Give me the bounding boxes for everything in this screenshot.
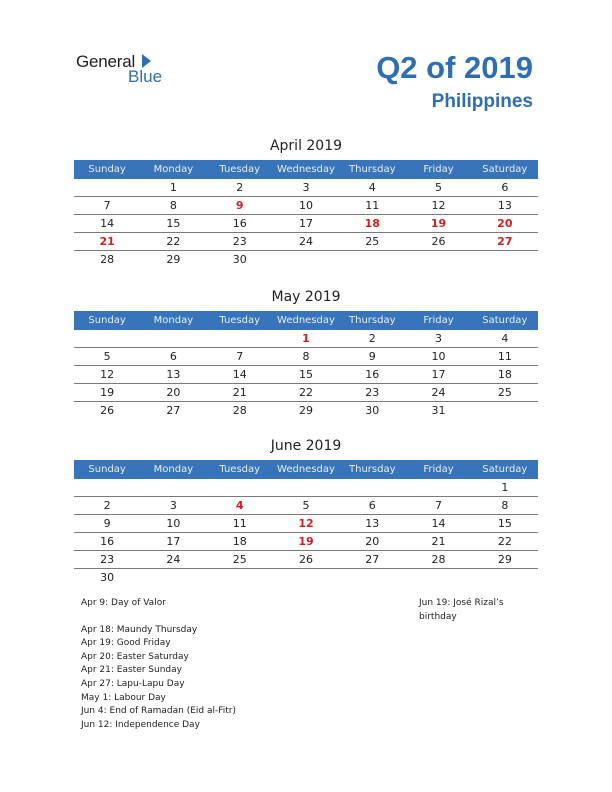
weekday-label: Wednesday [277, 464, 335, 475]
day-cell: 19 [100, 386, 115, 399]
day-cell: 22 [298, 386, 313, 399]
day-cell: 6 [501, 181, 509, 194]
day-cell: 26 [100, 404, 115, 417]
day-cell: 6 [368, 499, 376, 512]
day-cell [207, 479, 273, 496]
day-cell: 11 [497, 350, 512, 363]
week-row [74, 551, 538, 569]
day-cell: 11 [365, 199, 380, 212]
holiday-notes-right [419, 597, 539, 624]
day-cell: 4 [501, 332, 509, 345]
day-cell: 1 [169, 181, 177, 194]
weekday-label: Wednesday [277, 315, 335, 326]
day-cell: 12 [100, 368, 115, 381]
weekday-header [74, 460, 538, 479]
day-cell [339, 479, 405, 496]
month-title: May 2019 [271, 289, 341, 305]
day-cell: 13 [166, 368, 181, 381]
day-cell: 25 [232, 553, 247, 566]
day-cell [207, 569, 273, 586]
day-cell: 7 [236, 350, 244, 363]
week-row [74, 197, 538, 215]
day-cell: 1 [302, 332, 310, 345]
day-cell: 4 [235, 499, 244, 512]
day-cell: 23 [232, 235, 247, 248]
day-cell: 17 [431, 368, 446, 381]
holiday-note: Apr 27: Lapu-Lapu Day [81, 678, 185, 689]
week-row [74, 233, 538, 251]
day-cell [405, 569, 471, 586]
holiday-note: Jun 19: José Rizal’s birthday [419, 598, 504, 622]
week-row [74, 330, 538, 348]
weekday-label: Friday [423, 315, 454, 326]
month-calendar [74, 136, 538, 268]
holiday-note: Apr 19: Good Friday [81, 638, 171, 649]
weekday-label: Tuesday [219, 464, 261, 475]
day-cell [405, 479, 471, 496]
day-cell: 26 [298, 553, 313, 566]
logo-word-blue: Blue [128, 67, 163, 86]
week-row [74, 402, 538, 419]
holiday-note: Apr 21: Easter Sunday [81, 665, 182, 676]
day-cell: 27 [497, 235, 513, 248]
country-subtitle: Philippines [431, 91, 533, 112]
weekday-label: Thursday [349, 164, 396, 175]
day-cell: 16 [100, 535, 115, 548]
weekday-label: Saturday [482, 464, 528, 475]
day-cell: 13 [497, 199, 512, 212]
day-cell: 13 [365, 517, 380, 530]
day-cell: 24 [298, 235, 313, 248]
day-cell [74, 179, 140, 196]
day-cell [472, 251, 538, 268]
weekday-label: Tuesday [219, 164, 261, 175]
month-calendar [74, 287, 538, 419]
day-cell: 14 [100, 217, 115, 230]
day-cell: 8 [169, 199, 177, 212]
day-cell: 23 [100, 553, 115, 566]
weekday-label: Monday [153, 164, 194, 175]
day-cell: 19 [430, 217, 447, 230]
day-cell: 30 [100, 571, 115, 584]
day-cell: 28 [232, 404, 247, 417]
day-cell: 25 [497, 386, 512, 399]
day-cell: 18 [232, 535, 247, 548]
day-cell: 7 [435, 499, 443, 512]
weekday-header [74, 311, 538, 330]
day-cell: 5 [302, 499, 310, 512]
day-cell: 14 [232, 368, 247, 381]
weekday-label: Saturday [482, 164, 528, 175]
holiday-note: Jun 12: Independence Day [81, 719, 200, 730]
weekday-label: Monday [153, 315, 194, 326]
day-cell: 21 [232, 386, 247, 399]
weekday-label: Tuesday [219, 315, 261, 326]
day-cell: 3 [435, 332, 443, 345]
day-cell: 25 [365, 235, 380, 248]
day-cell: 9 [368, 350, 376, 363]
day-cell: 17 [166, 535, 181, 548]
day-cell: 10 [431, 350, 446, 363]
day-cell: 11 [232, 517, 247, 530]
weekday-label: Sunday [88, 315, 126, 326]
week-row [74, 179, 538, 197]
week-row [74, 366, 538, 384]
day-cell: 3 [302, 181, 310, 194]
day-cell: 16 [365, 368, 380, 381]
weekday-label: Thursday [349, 464, 396, 475]
day-cell: 1 [501, 481, 509, 494]
day-cell: 31 [431, 404, 446, 417]
day-cell: 5 [435, 181, 443, 194]
day-cell: 7 [103, 199, 111, 212]
day-cell [339, 251, 405, 268]
day-cell: 22 [497, 535, 512, 548]
week-row [74, 479, 538, 497]
day-cell: 21 [99, 235, 115, 248]
month-title: April 2019 [269, 138, 343, 154]
weekday-label: Thursday [349, 315, 396, 326]
weekday-label: Friday [423, 164, 454, 175]
day-cell: 2 [103, 499, 111, 512]
day-cell: 15 [166, 217, 181, 230]
day-cell: 18 [364, 217, 380, 230]
day-cell: 9 [235, 199, 244, 212]
day-cell: 29 [497, 553, 512, 566]
week-row [74, 251, 538, 268]
day-cell: 5 [103, 350, 111, 363]
day-cell: 30 [365, 404, 380, 417]
day-cell: 18 [497, 368, 512, 381]
day-cell: 21 [431, 535, 446, 548]
day-cell: 16 [232, 217, 247, 230]
day-cell: 24 [166, 553, 181, 566]
day-cell: 23 [365, 386, 380, 399]
weekday-label: Sunday [88, 164, 126, 175]
weekday-label: Sunday [88, 464, 126, 475]
day-cell: 28 [100, 253, 115, 266]
day-cell: 24 [431, 386, 446, 399]
holiday-notes-left [81, 597, 381, 732]
day-cell: 10 [166, 517, 181, 530]
weekday-label: Monday [153, 464, 194, 475]
note-spacer [81, 611, 381, 624]
day-cell [339, 569, 405, 586]
day-cell [140, 479, 206, 496]
month-title: June 2019 [270, 438, 342, 454]
day-cell: 4 [368, 181, 376, 194]
weekday-label: Wednesday [277, 164, 335, 175]
holiday-note: Apr 18: Maundy Thursday [81, 624, 198, 635]
day-cell: 8 [302, 350, 310, 363]
day-cell: 12 [431, 199, 446, 212]
logo-flag-icon [142, 54, 151, 68]
day-cell: 27 [365, 553, 380, 566]
holiday-note: Apr 9: Day of Valor [81, 598, 166, 608]
day-cell: 28 [431, 553, 446, 566]
day-cell [472, 402, 538, 419]
day-cell: 8 [501, 499, 509, 512]
weekday-label: Saturday [482, 315, 528, 326]
day-cell: 6 [169, 350, 177, 363]
week-row [74, 348, 538, 366]
day-cell: 19 [298, 535, 314, 548]
day-cell: 12 [298, 517, 314, 530]
day-cell [140, 569, 206, 586]
day-cell: 27 [166, 404, 181, 417]
day-cell: 30 [232, 253, 247, 266]
day-cell: 15 [497, 517, 512, 530]
week-row [74, 215, 538, 233]
week-row [74, 533, 538, 551]
week-row [74, 569, 538, 586]
week-row [74, 515, 538, 533]
day-cell: 17 [298, 217, 313, 230]
week-row [74, 384, 538, 402]
day-cell: 22 [166, 235, 181, 248]
weekday-label: Friday [423, 464, 454, 475]
page-title: Q2 of 2019 [376, 50, 533, 85]
week-row [74, 497, 538, 515]
day-cell: 2 [236, 181, 244, 194]
generalblue-logo [76, 52, 176, 88]
day-cell [207, 330, 273, 347]
day-cell [273, 569, 339, 586]
weekday-header [74, 160, 538, 179]
day-cell [140, 330, 206, 347]
day-cell: 2 [368, 332, 376, 345]
day-cell: 26 [431, 235, 446, 248]
day-cell: 14 [431, 517, 446, 530]
day-cell: 20 [497, 217, 513, 230]
day-cell: 29 [166, 253, 181, 266]
month-calendar [74, 436, 538, 586]
day-cell: 10 [298, 199, 313, 212]
day-cell: 20 [365, 535, 380, 548]
holiday-note: May 1: Labour Day [81, 692, 166, 703]
day-cell: 29 [298, 404, 313, 417]
day-cell: 9 [103, 517, 111, 530]
day-cell [273, 479, 339, 496]
day-cell [74, 330, 140, 347]
logo-word-general: General [76, 52, 136, 71]
holiday-note: Apr 20: Easter Saturday [81, 651, 189, 662]
day-cell: 3 [169, 499, 177, 512]
day-cell: 20 [166, 386, 181, 399]
day-cell [74, 479, 140, 496]
day-cell: 15 [298, 368, 313, 381]
holiday-note: Jun 4: End of Ramadan (Eid al-Fitr) [81, 706, 236, 717]
day-cell [273, 251, 339, 268]
day-cell [405, 251, 471, 268]
day-cell [472, 569, 538, 586]
